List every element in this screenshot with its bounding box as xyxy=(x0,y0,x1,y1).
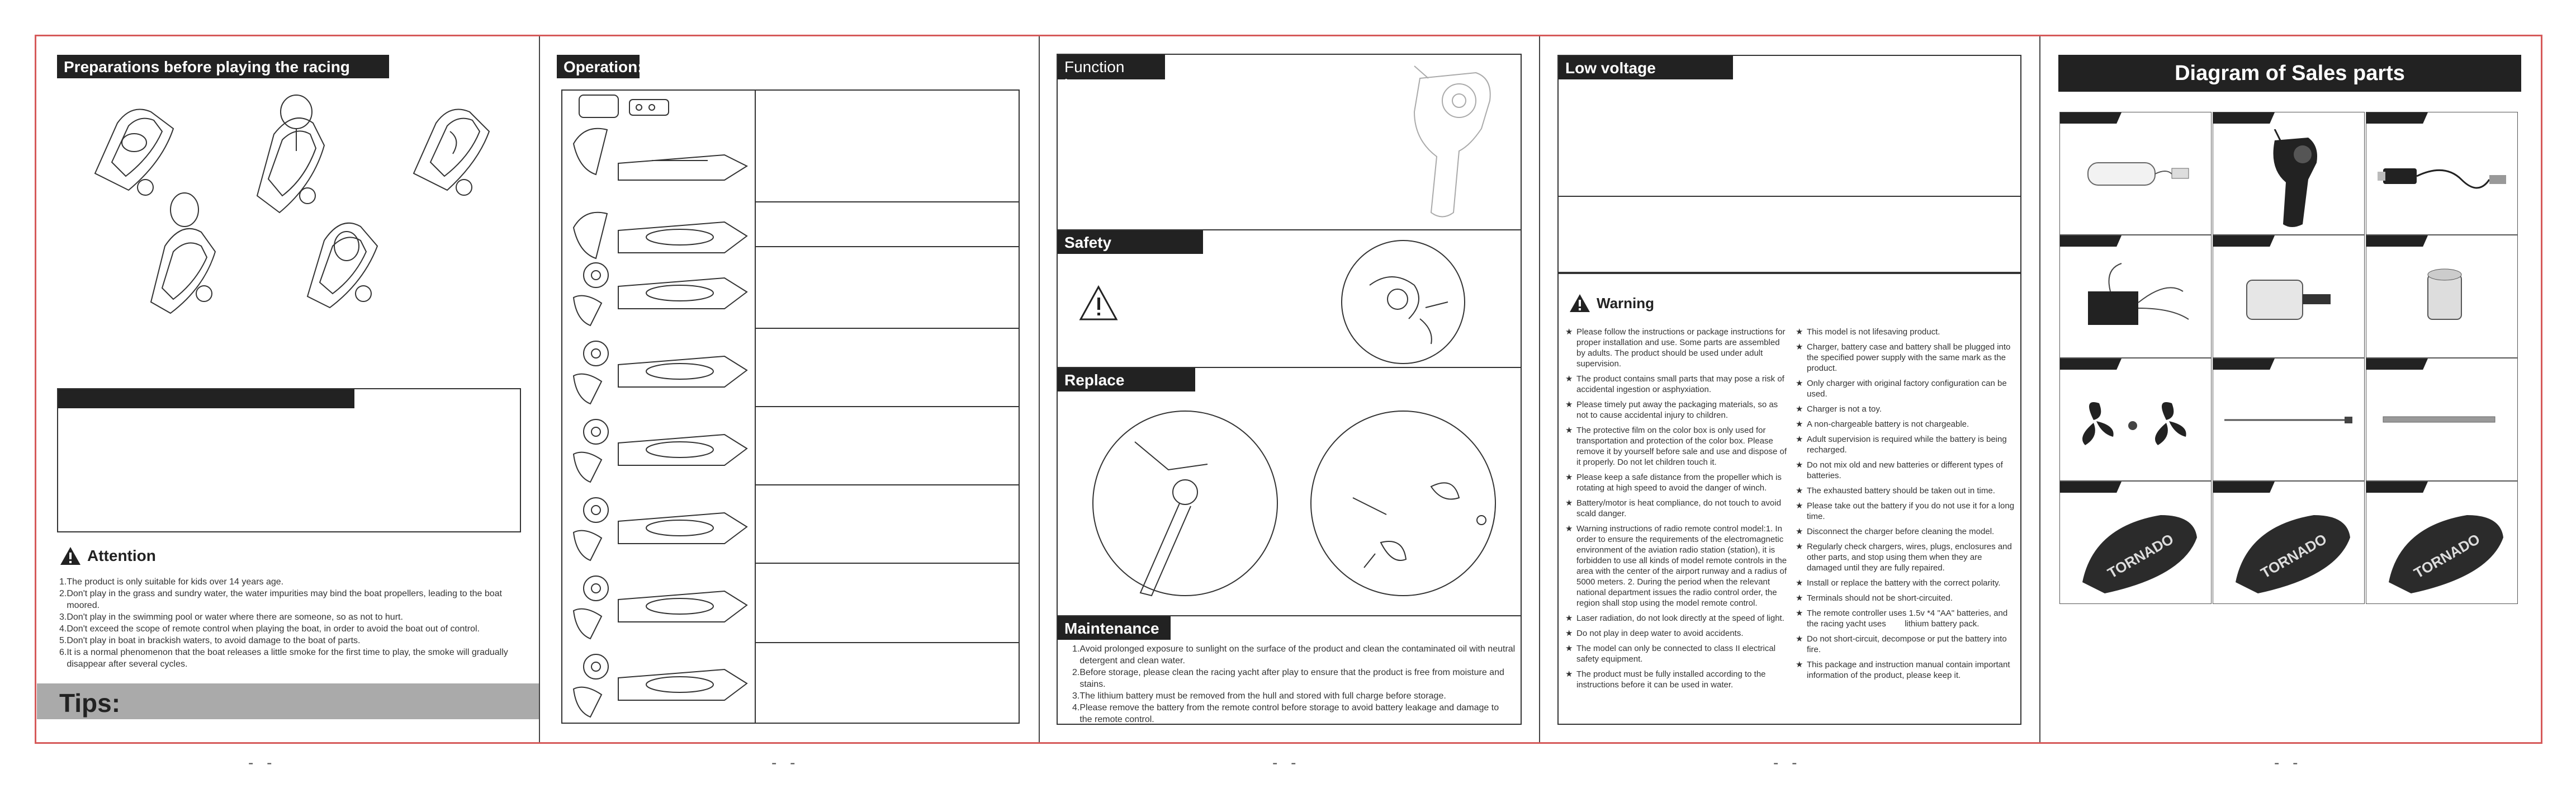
warning-item: ★ The product must be fully installed according to the instructions before it can be used in water. xyxy=(1565,669,1766,690)
warning-item: ★ Warning instructions of radio remote control model:1. In order to ensure the requirements of the electromagnetic environment of the aviation radio station (station), it is forbidden to use all kinds of model remote controls in the area with the center of the airport runway and a radius of 5000 meters. 2. During the period when the relevant national department issues the radio control order, the region shall stop using the model remote control. xyxy=(1565,524,1787,608)
boat-preparation-illustration xyxy=(78,78,492,319)
warning-triangle-icon xyxy=(1079,285,1118,321)
warning-item: ★ Charger is not a toy. xyxy=(1796,404,1882,414)
operation-header: Operation: xyxy=(557,55,640,78)
part-propellers xyxy=(2059,358,2212,481)
low-voltage-header: Low voltage protection xyxy=(1559,56,1733,79)
warning-item: ★ The product contains small parts that may pose a risk of accidental ingestion or asphyxiation. xyxy=(1565,374,1784,394)
part-drive-shaft xyxy=(2213,358,2365,481)
warning-item: ★ The exhausted battery should be taken out in time. xyxy=(1796,486,1995,496)
maintenance-item: stains. xyxy=(1072,680,1106,689)
usb-cable-icon xyxy=(2378,146,2512,207)
warning-item: ★ Do not mix old and new batteries or different types of batteries. xyxy=(1796,460,2003,480)
warnings-left-column xyxy=(1565,327,1788,695)
safety-precautions-header: Safety precautions xyxy=(1058,230,1203,254)
attention-item: disappear after several cycles. xyxy=(59,659,188,669)
hull-logo-text: TORNADO xyxy=(2104,530,2177,582)
maintenance-list xyxy=(1072,643,1519,725)
part-receiver-board xyxy=(2059,235,2212,358)
maintenance-item: 4.Please remove the battery from the remote control before storage to avoid battery leakage and damage to xyxy=(1072,703,1499,713)
warning-item: ★ Disconnect the charger before cleaning the model. xyxy=(1796,527,1995,536)
warning-item: ★ Regularly check chargers, wires, plugs, enclosures and other parts, and stop using them when they are damaged until they are fully repaired. xyxy=(1796,542,2012,573)
tips-bar xyxy=(37,683,539,719)
column-divider xyxy=(1039,36,1040,742)
operation-illustrations xyxy=(562,91,754,723)
part-hull-cover xyxy=(2059,481,2212,604)
sales-parts-header: Diagram of Sales parts xyxy=(2058,55,2521,92)
page-number: - - xyxy=(771,754,800,771)
warning-item: ★ This package and instruction manual contain important information of the product, please keep it. xyxy=(1796,660,2010,680)
remote-controller-illustration xyxy=(1398,62,1498,224)
maintenance-item: 3.The lithium battery must be removed from the hull and stored with full charge before storage. xyxy=(1072,691,1446,701)
maintenance-item: 2.Before storage, please clean the racing yacht after play to ensure that the product is free from moisture and xyxy=(1072,668,1504,677)
part-battery xyxy=(2059,112,2212,235)
page-number: - - xyxy=(2274,754,2303,771)
attention-item: 6.It is a normal phenomenon that the boat releases a little smoke for the first time to play, the smoke will gradually xyxy=(59,648,508,657)
part-usb-cable xyxy=(2366,112,2518,235)
propeller-icon xyxy=(2071,392,2205,454)
column-divider xyxy=(2039,36,2040,742)
hull-cover-icon xyxy=(2224,504,2359,599)
replace-propeller-header: Replace propeller xyxy=(1058,368,1195,391)
warning-item: ★ Only charger with original factory configuration can be used. xyxy=(1796,379,2007,399)
motor-icon xyxy=(2236,269,2347,331)
warning-item: ★ Laser radiation, do not look directly at the speed of light. xyxy=(1565,614,1784,623)
warning-item: ★ Please follow the instructions or package instructions for proper installation and use. Some parts are assembled by adults. The product should be used under adult supervision. xyxy=(1565,327,1786,369)
part-coupling xyxy=(2366,235,2518,358)
hand-propeller-illustration xyxy=(1336,235,1470,369)
maintenance-item: 1.Avoid prolonged exposure to sunlight on the surface of the product and clean the contaminated oil with neutral xyxy=(1072,644,1516,654)
warning-item: ★ Do not play in deep water to avoid accidents. xyxy=(1565,629,1744,638)
page-number: - - xyxy=(1272,754,1301,771)
warning-title: Warning xyxy=(1597,294,1655,312)
warning-item: ★ Please keep a safe distance from the propeller which is rotating at high speed to avoid the danger of winch. xyxy=(1565,473,1782,493)
warning-item: ★ Install or replace the battery with the correct polarity. xyxy=(1796,578,2001,588)
column-divider xyxy=(1539,36,1540,742)
replace-propeller-illustration xyxy=(1090,408,1504,610)
attention-title: Attention xyxy=(87,547,156,564)
battery-icon xyxy=(2082,152,2194,202)
preparations-header: Preparations before playing the racing yacht xyxy=(57,55,389,78)
maintenance-item: the remote control. xyxy=(1072,715,1154,724)
warnings-right-column xyxy=(1796,327,2017,685)
tube-icon xyxy=(2378,414,2506,426)
attention-item: 1.The product is only suitable for kids over 14 years age. xyxy=(59,577,284,587)
attention-list xyxy=(59,576,518,670)
warning-triangle-icon xyxy=(59,546,82,566)
coupling-icon xyxy=(2417,263,2473,331)
remote-controller-icon xyxy=(2264,129,2325,230)
warning-item: ★ Terminals should not be short-circuited. xyxy=(1796,593,1953,603)
page-number: - - xyxy=(1773,754,1802,771)
attention-item: moored. xyxy=(59,601,100,610)
tips-label: Tips: xyxy=(59,688,121,718)
part-hull-cover xyxy=(2366,481,2518,604)
warning-item: ★ The remote controller uses 1.5v *4 "AA" batteries, and the racing yacht uses lithium battery pack. xyxy=(1796,608,2010,629)
attention-item: 3.Don't play in the swimming pool or water where there are someone, so as not to hurt. xyxy=(59,612,403,622)
warning-triangle-icon xyxy=(1569,293,1591,313)
warning-item: ★ The protective film on the color box is only used for transportation and protection of the color box. Please remove it by yourself before sale and use and dispose of it properly. Do not let children touch it. xyxy=(1565,426,1787,467)
function-keys-header: Function keys xyxy=(1058,55,1165,79)
hull-logo-text: TORNADO xyxy=(2257,530,2330,582)
warning-item: ★ Please timely put away the packaging materials, so as not to cause accidental injury to children. xyxy=(1565,400,1778,420)
attention-item: 4.Don't exceed the scope of remote control when playing the boat, in order to avoid the boat out of control. xyxy=(59,624,480,634)
attention-item: 5.Don't play in boat in brackish waters, to avoid damage to the boat of parts. xyxy=(59,636,361,645)
maintenance-header: Maintenance xyxy=(1058,616,1171,640)
column-divider xyxy=(539,36,540,742)
warning-item: ★ This model is not lifesaving product. xyxy=(1796,327,1940,337)
warning-item: ★ Do not short-circuit, decompose or put the battery into fire. xyxy=(1796,634,2007,654)
hull-cover-icon xyxy=(2378,504,2512,599)
preparations-note-box xyxy=(57,388,521,532)
part-motor xyxy=(2213,235,2365,358)
warning-item: ★ Charger, battery case and battery shall be plugged into the specified power supply with the same mark as the product. xyxy=(1796,342,2011,373)
warning-item: ★ Battery/motor is heat compliance, do not touch to avoid scald danger. xyxy=(1565,498,1782,518)
part-hull-cover xyxy=(2213,481,2365,604)
receiver-board-icon xyxy=(2077,258,2200,342)
part-remote-controller xyxy=(2213,112,2365,235)
drive-shaft-icon xyxy=(2219,414,2359,426)
attention-item: 2.Don't play in the grass and sundry water, the water impurities may bind the boat propellers, leading to the boat xyxy=(59,589,502,598)
warning-item: ★ Adult supervision is required while the battery is being recharged. xyxy=(1796,435,2007,455)
maintenance-item: detergent and clean water. xyxy=(1072,656,1185,666)
hull-cover-icon xyxy=(2071,504,2205,599)
part-tube xyxy=(2366,358,2518,481)
hull-logo-text: TORNADO xyxy=(2411,530,2483,582)
note-box-header-bar xyxy=(58,389,354,408)
warning-item: ★ A non-chargeable battery is not chargeable. xyxy=(1796,419,1969,429)
page-number: - - xyxy=(248,754,277,771)
warning-item: ★ Please take out the battery if you do not use it for a long time. xyxy=(1796,501,2015,521)
attention-heading xyxy=(59,546,156,566)
warning-heading xyxy=(1569,293,1654,313)
warning-item: ★ The model can only be connected to class II electrical safety equipment. xyxy=(1565,644,1776,664)
